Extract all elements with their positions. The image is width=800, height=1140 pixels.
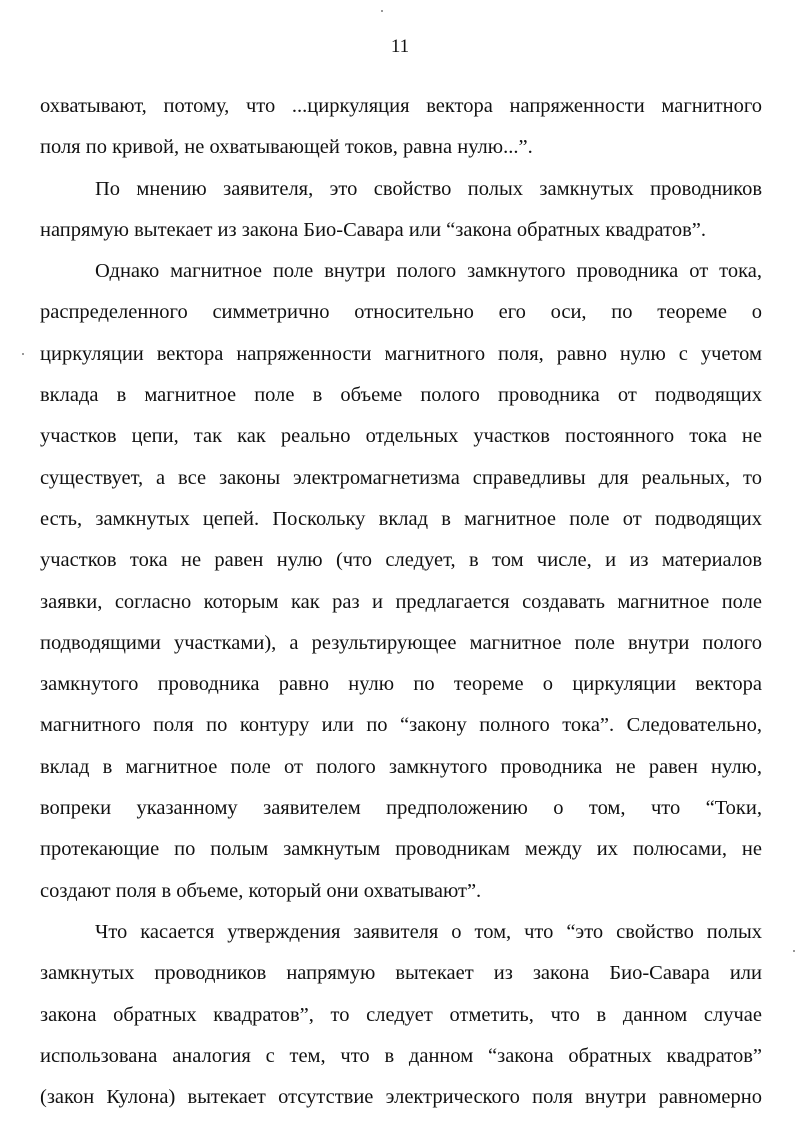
text-line: подводящими участками), а результирующее магнитное поле внутри полого [40,631,762,654]
text-line: создают поля в объеме, который они охватывают”. [40,879,482,902]
text-line: существует, а все законы электромагнетизма справедливы для реальных, то [40,466,762,489]
page-number: 11 [390,36,410,57]
text-line: участков цепи, так как реально отдельных участков постоянного тока не [40,425,762,448]
text-line: (закон Кулона) вытекает отсутствие электрического поля внутри равномерно [40,1086,762,1109]
text-line: напрямую вытекает из закона Био-Савара или “закона обратных квадратов”. [40,218,706,241]
text-line: использована аналогия с тем, что в данном “закона обратных квадратов” [40,1044,762,1067]
text-line: вклад в магнитное поле от полого замкнутого проводника не равен нулю, [40,755,762,778]
text-line: закона обратных квадратов”, то следует отметить, что в данном случае [40,1003,762,1026]
text-line: поля по кривой, не охватывающей токов, равна нулю...”. [40,136,533,159]
body-text [40,86,762,1118]
scan-speck [381,10,383,12]
text-line: охватывают, потому, что ...циркуляция вектора напряженности магнитного [40,95,762,117]
text-line: есть, замкнутых цепей. Поскольку вклад в магнитное поле от подводящих [40,507,762,530]
text-line: Что касается утверждения заявителя о том, что “это свойство полых [95,920,762,943]
paragraph-1 [40,86,762,169]
text-line: циркуляции вектора напряженности магнитного поля, равно нулю с учетом [40,342,762,365]
paragraph-4 [40,912,762,1118]
text-line: вклада в магнитное поле в объеме полого проводника от подводящих [40,384,762,407]
text-line: вопреки указанному заявителем предположению о том, что “Токи, [40,797,762,820]
scan-speck [22,353,24,355]
text-line: заявки, согласно которым как раз и предлагается создавать магнитное поле [40,590,762,613]
text-line: магнитного поля по контуру или по “закону полного тока”. Следовательно, [40,714,762,737]
scan-speck [793,950,795,952]
text-line: замкнутых проводников напрямую вытекает из закона Био-Савара или [40,962,762,985]
text-line: замкнутого проводника равно нулю по теореме о циркуляции вектора [40,673,762,696]
text-line: участков тока не равен нулю (что следует, в том числе, и из материалов [40,549,762,572]
text-line: протекающие по полым замкнутым проводникам между их полюсами, не [40,838,762,861]
text-line: По мнению заявителя, это свойство полых замкнутых проводников [95,177,762,200]
paragraph-2 [40,169,762,252]
text-line: распределенного симметрично относительно его оси, по теореме о [40,301,762,324]
paragraph-3 [40,251,762,912]
text-line: Однако магнитное поле внутри полого замкнутого проводника от тока, [95,260,762,283]
